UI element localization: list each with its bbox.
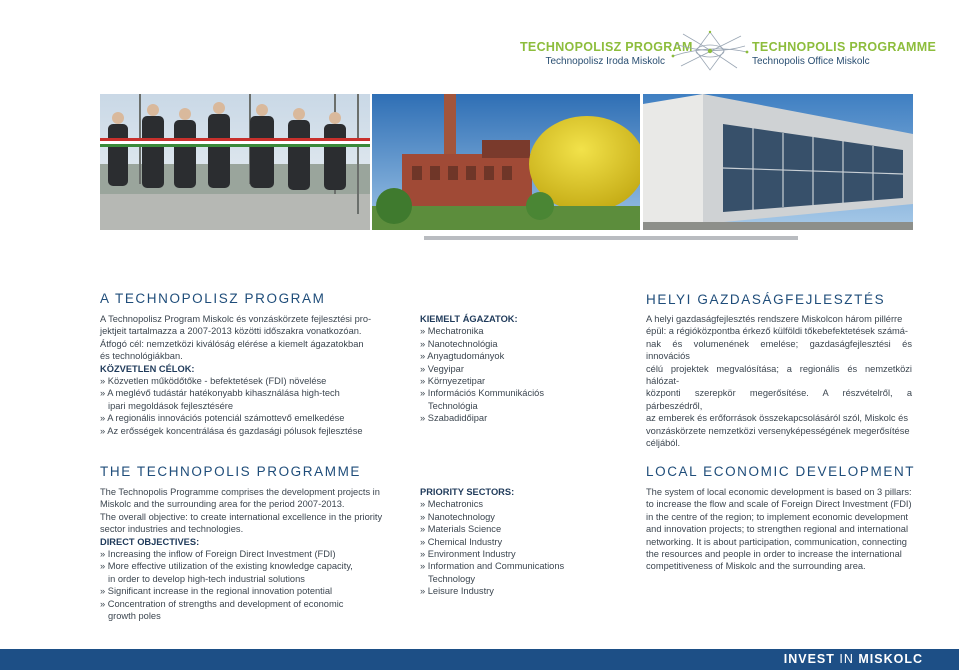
hu-objective-item: » A regionális innovációs potenciál számottevő emelkedése bbox=[100, 413, 345, 424]
en-local-text bbox=[646, 486, 912, 573]
hu-sector-item: » Környezetipar bbox=[420, 376, 486, 387]
hu-objective-item: ipari megoldások fejlesztésére bbox=[108, 400, 234, 411]
hu-local-line: A helyi gazdaságfejlesztés rendszere Miskolcon három pillérre bbox=[646, 314, 903, 324]
hu-intro-line: jektjeit tartalmazza a 2007-2013 közötti időszakra vonatkozóan. bbox=[100, 326, 362, 337]
ribbon-cutting-photo bbox=[100, 94, 370, 230]
hu-local-line: céljából. bbox=[646, 438, 681, 449]
modern-building-photo bbox=[643, 94, 913, 230]
hu-sector-item: » Információs Kommunikációs bbox=[420, 388, 545, 399]
footer-word-in: IN bbox=[839, 652, 854, 666]
en-local-line: in the centre of the region; to implement economic development bbox=[646, 511, 909, 522]
en-intro-line: Miskolc and the surrounding area for the period 2007-2013. bbox=[100, 499, 345, 510]
en-sector-item: » Nanotechnology bbox=[420, 511, 495, 522]
en-sector-item: » Chemical Industry bbox=[420, 536, 503, 547]
en-sector-item: » Environment Industry bbox=[420, 549, 516, 560]
hu-sector-item: Technológia bbox=[428, 400, 478, 411]
en-objectives-heading: DIRECT OBJECTIVES: bbox=[100, 536, 200, 547]
hu-sectors-heading: KIEMELT ÁGAZATOK: bbox=[420, 314, 518, 324]
hu-sector-item: » Anyagtudományok bbox=[420, 351, 505, 362]
hu-local-line: központi szerepkör megerősítése. A részvételről, a párbeszédről, bbox=[646, 388, 912, 411]
hu-local-title: HELYI GAZDASÁGFEJLESZTÉS bbox=[646, 292, 886, 307]
footer-slogan bbox=[784, 652, 923, 666]
header-en bbox=[752, 40, 936, 68]
en-sector-item: » Mechatronics bbox=[420, 499, 484, 510]
header-hu-subtitle: Technopolisz Iroda Miskolc bbox=[545, 56, 665, 67]
factory-dome-photo bbox=[372, 94, 640, 230]
technopolis-logo-icon bbox=[671, 30, 749, 72]
en-objective-item: » Concentration of strengths and development of economic bbox=[100, 598, 344, 609]
hu-intro-line: A Technopolisz Program Miskolc és vonzáskörzete fejlesztési pro- bbox=[100, 314, 372, 324]
hu-sector-item: » Nanotechnológia bbox=[420, 338, 498, 349]
hu-objective-item: » Közvetlen működőtőke - befektetések (FDI) növelése bbox=[100, 376, 327, 387]
hu-local-line: nak és volumenének emelése; gazdaságfejlesztési és innovációs bbox=[646, 338, 912, 362]
header-hu-title: TECHNOPOLISZ PROGRAM bbox=[520, 40, 693, 54]
hu-objective-item: » A meglévő tudástár hatékonyabb kihasználása high-tech bbox=[100, 388, 340, 399]
hu-intro-line: és technológiákban. bbox=[100, 351, 183, 362]
en-objective-item: » More effective utilization of the existing knowledge capacity, bbox=[100, 561, 353, 572]
header-en-title: TECHNOPOLIS PROGRAMME bbox=[752, 40, 937, 54]
en-objective-item: » Increasing the inflow of Foreign Direct Investment (FDI) bbox=[100, 549, 336, 560]
hu-sectors-list bbox=[420, 313, 600, 425]
header-en-subtitle: Technopolis Office Miskolc bbox=[752, 56, 870, 67]
en-local-line: to increase the flow and scale of Foreign Direct Investment (FDI) bbox=[646, 499, 912, 510]
en-program-title: THE TECHNOPOLIS PROGRAMME bbox=[100, 464, 362, 479]
en-local-line: and innovation projects; to strengthen regional and international bbox=[646, 524, 909, 535]
hu-local-text bbox=[646, 313, 912, 449]
en-objective-item: in order to develop high-tech industrial solutions bbox=[108, 573, 305, 584]
footer-bar bbox=[0, 649, 959, 670]
header-hu bbox=[520, 40, 693, 68]
en-sector-item: » Information and Communications bbox=[420, 561, 565, 572]
en-sectors-heading: PRIORITY SECTORS: bbox=[420, 487, 515, 497]
en-local-line: networking. It is about participation, communication, connecting bbox=[646, 536, 907, 547]
en-sector-item: Technology bbox=[428, 573, 476, 584]
en-program-text bbox=[100, 486, 400, 622]
en-intro-line: The Technopolis Programme comprises the development projects in bbox=[100, 487, 380, 497]
en-local-line: the resources and people in order to increase the international bbox=[646, 549, 902, 560]
hu-objective-item: » Az erősségek koncentrálása és gazdasági pólusok fejlesztése bbox=[100, 425, 363, 436]
hu-sector-item: » Szabadidőipar bbox=[420, 413, 488, 424]
hu-program-title: A TECHNOPOLISZ PROGRAM bbox=[100, 291, 326, 306]
en-intro-line: sector industries and technologies. bbox=[100, 524, 244, 535]
hu-local-line: célú projektek megvalósítása; a regionális és nemzetközi hálózat- bbox=[646, 363, 912, 387]
hu-sector-item: » Mechatronika bbox=[420, 326, 484, 337]
hu-local-line: az emberek és erőforrások összekapcsolásáról szól, Miskolc és bbox=[646, 413, 908, 424]
en-local-line: The system of local economic development is based on 3 pillars: bbox=[646, 487, 912, 497]
hu-intro-line: Átfogó cél: nemzetközi kiválóság elérése a kiemelt ágazatokban bbox=[100, 338, 364, 349]
hu-program-text bbox=[100, 313, 400, 437]
en-sector-item: » Materials Science bbox=[420, 524, 502, 535]
hu-local-line: vonzáskörzete nemzetközi versenyképességének megerősítése bbox=[646, 425, 910, 436]
en-sector-item: » Leisure Industry bbox=[420, 586, 494, 597]
en-objective-item: » Significant increase in the regional innovation potential bbox=[100, 586, 333, 597]
en-local-line: competitiveness of Miskolc and the surrounding area. bbox=[646, 561, 866, 572]
divider-line bbox=[424, 236, 798, 240]
hu-objectives-heading: KÖZVETLEN CÉLOK: bbox=[100, 363, 195, 374]
hu-local-line: épül: a régióközpontba érkező külföldi tőkebefektetések számá- bbox=[646, 326, 909, 337]
footer-word-invest: INVEST bbox=[783, 652, 835, 666]
en-sectors-list bbox=[420, 486, 610, 598]
en-local-title: LOCAL ECONOMIC DEVELOPMENT bbox=[646, 464, 916, 479]
en-intro-line: The overall objective: to create international excellence in the priority bbox=[100, 511, 383, 522]
en-objective-item: growth poles bbox=[108, 611, 161, 622]
footer-word-miskolc: MISKOLC bbox=[858, 652, 923, 666]
hu-sector-item: » Vegyipar bbox=[420, 363, 464, 374]
